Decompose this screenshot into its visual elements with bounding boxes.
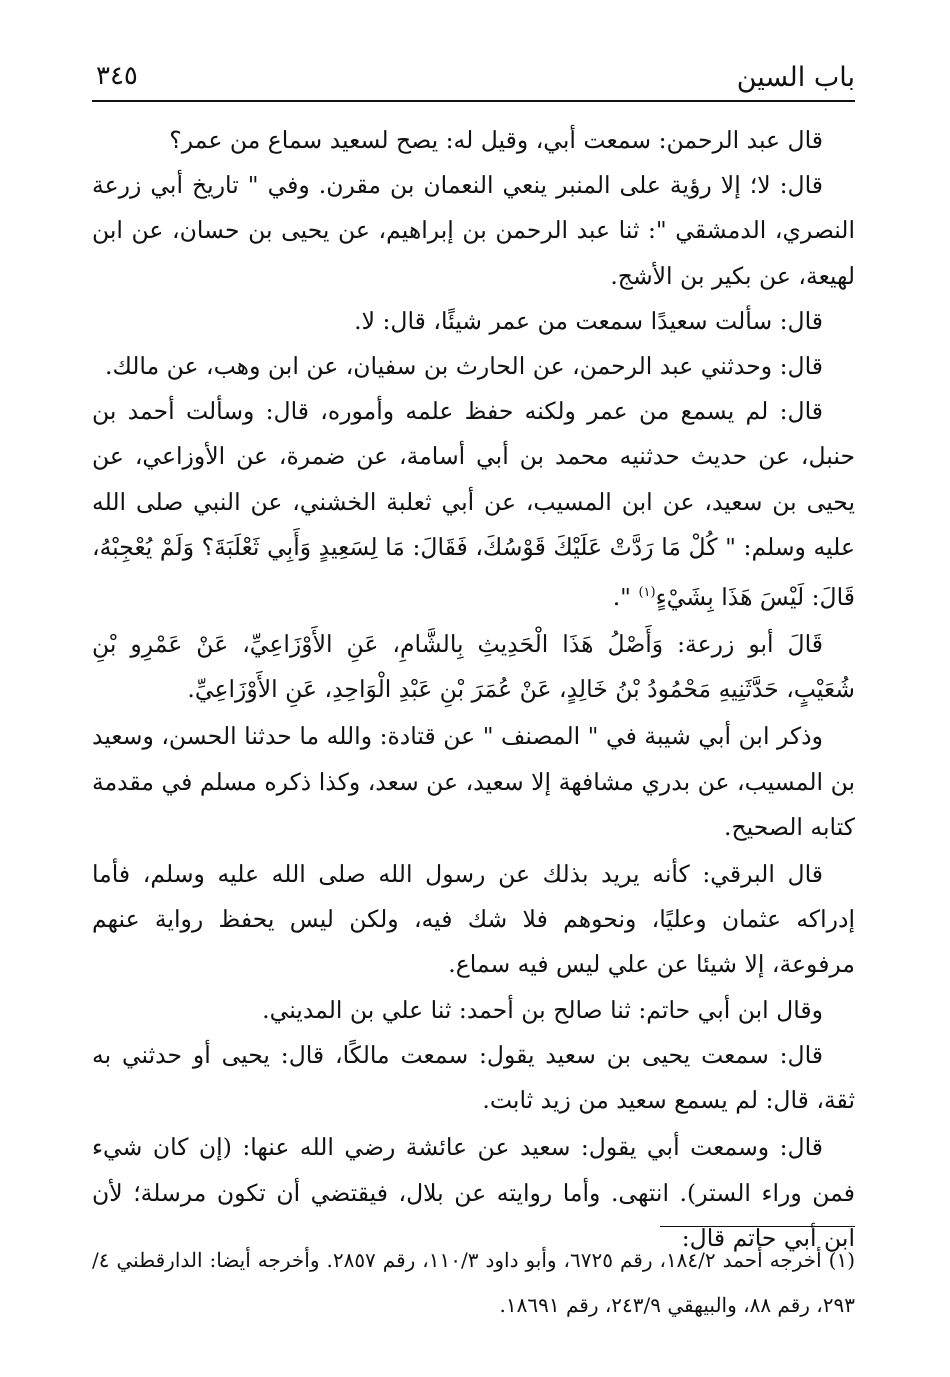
footnote-reference: (١) (638, 585, 656, 601)
header-rule (92, 100, 855, 102)
paragraph: قال: سألت سعيدًا سمعت من عمر شيئًا، قال: لا. (354, 306, 823, 335)
footnote-separator (660, 1226, 855, 1227)
paragraph: وذكر ابن أبي شيبة في " المصنف " عن قتادة: والله ما حدثنا الحسن، وسعيد بن المسيب، عن بدري مشافهة إلا سعيد، عن سعد، وكذا ذكره مسلم في مقدمة كتابه الصحيح. (92, 722, 855, 841)
paragraph-text: قال: لم يسمع من عمر ولكنه حفظ علمه وأموره، قال: وسألت أحمد بن حنبل، عن حديث حدثنيه محمد بن أبي أسامة، عن ضمرة، عن الأوزاعي، عن يحيى بن سعيد، عن ابن المسيب، عن أبي ثعلبة الخشني، عن النبي صلى الله عليه وسلم: " كُلْ مَا رَدَّتْ عَلَيْكَ قَوْسُكَ، فَقَالَ: مَا لِسَعِيدٍ وَأَبِي ثَعْلَبَةَ؟ وَلَمْ يُعْجِبْهُ، قَالَ: لَيْسَ هَذَا بِشَيْءٍ (92, 397, 855, 611)
paragraph: قال: لا؛ إلا رؤية على المنبر ينعي النعمان بن مقرن. وفي " تاريخ أبي زرعة النصري، الدمشقي ": ثنا عبد الرحمن بن إبراهيم، عن يحيى بن حسان، عن ابن لهيعة، عن بكير بن الأشج. (92, 171, 855, 290)
footnote: (١) أخرجه أحمد ١٨٤/٢، رقم ٦٧٢٥، وأبو داود ١١٠/٣، رقم ٢٨٥٧. وأخرجه أيضا: الدارقطني ٤/ ٢٩٣، رقم ٨٨، والبيهقي ٢٤٣/٩، رقم ١٨٦٩١. (92, 1248, 855, 1317)
paragraph: قال: وسمعت أبي يقول: سعيد عن عائشة رضي الله عنها: (إن كان شيء فمن وراء الستر). انتهى. وأما روايته عن بلال، فيقتضي أن تكون مرسلة؛ لأن ابن أبي حاتم قال: (92, 1133, 855, 1252)
running-title: باب السين (736, 62, 855, 93)
page-header (92, 50, 855, 100)
page-number: ٣٤٥ (96, 61, 138, 91)
paragraph: قال: وحدثني عبد الرحمن، عن الحارث بن سفيان، عن ابن وهب، عن مالك. (104, 352, 823, 381)
paragraph: قال عبد الرحمن: سمعت أبي، وقيل له: يصح لسعيد سماع من عمر؟ (169, 126, 823, 154)
footnotes (92, 1238, 855, 1328)
paragraph-text-end: ". (612, 582, 631, 611)
paragraph: قال: سمعت يحيى بن سعيد يقول: سمعت مالكًا، قال: يحيى أو حدثني به ثقة، قال: لم يسمع سعيد من زيد ثابت. (92, 1040, 855, 1115)
paragraph: وقال ابن أبي حاتم: ثنا صالح بن أحمد: ثنا علي بن المديني. (262, 995, 823, 1024)
paragraph-with-footnote (92, 389, 855, 620)
paragraph: قَالَ أبو زرعة: وَأَصْلُ هَذَا الْحَدِيثِ بِالشَّامِ، عَنِ الأَوْزَاعِيِّ، عَنْ عَمْرِو بْنِ شُعَيْبٍ، حَدَّثَنِيهِ مَحْمُودُ بْنُ خَالِدٍ، عَنْ عُمَرَ بْنِ عَبْدِ الْوَاحِدِ، عَنِ الأَوْزَاعِيِّ. (92, 630, 855, 704)
paragraph: قال البرقي: كأنه يريد بذلك عن رسول الله صلى الله عليه وسلم، فأما إدراكه عثمان وعليًا، ونحوهم فلا شك فيه، ولكن ليس يحفظ رواية عنهم مرفوعة، إلا شيئا عن علي ليس فيه سماع. (92, 860, 855, 979)
body-text (92, 118, 855, 1261)
